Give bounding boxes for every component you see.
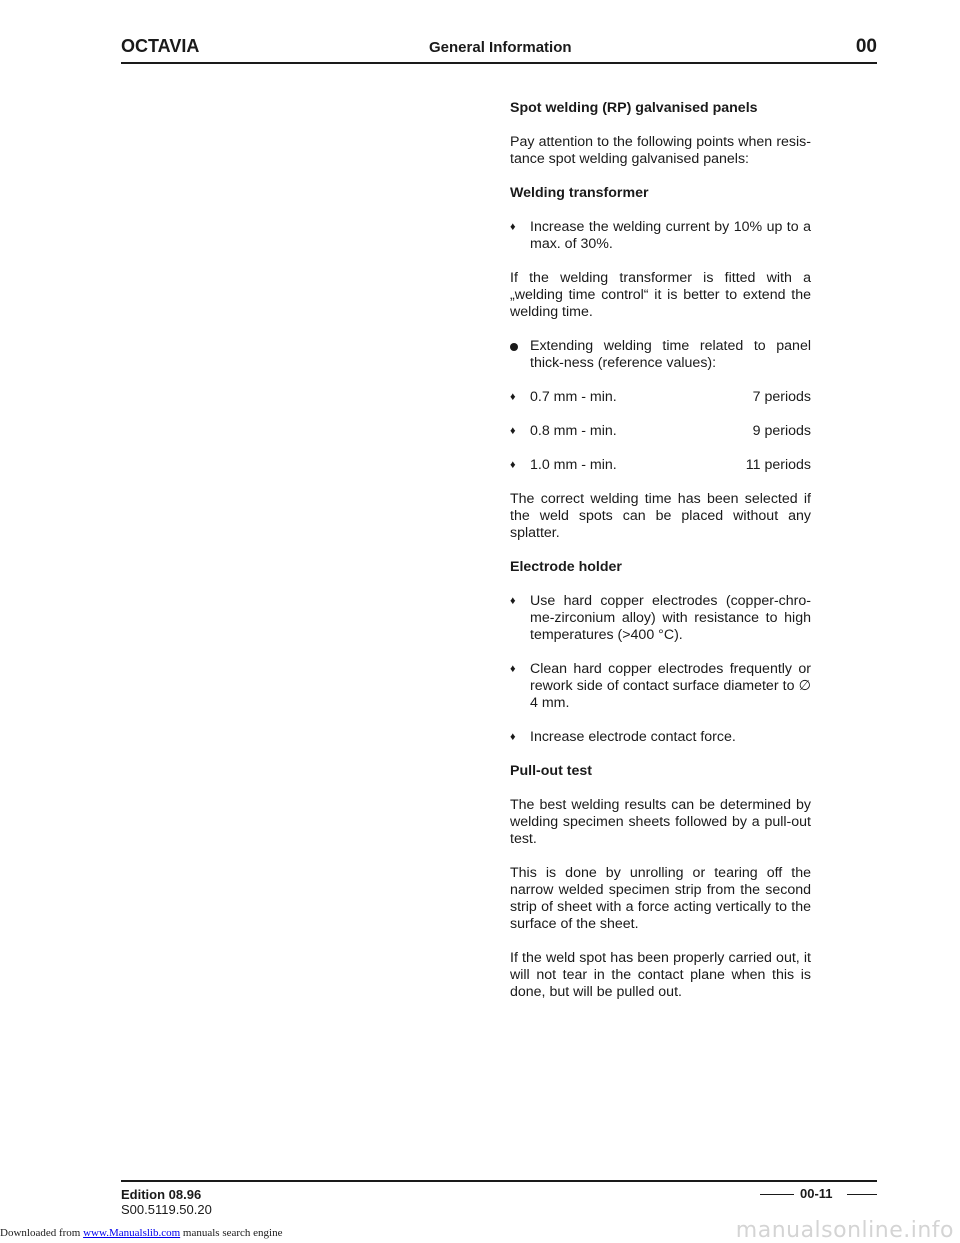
list-item xyxy=(510,661,811,712)
item-text: Increase the welding current by 10% up to a max. of 30%. xyxy=(530,219,811,252)
download-suffix: manuals search engine xyxy=(182,1227,283,1239)
page-number-rule-right xyxy=(847,1194,877,1195)
header-rule xyxy=(121,62,877,64)
diamond-bullet-icon: ♦ xyxy=(510,663,516,675)
manualslib-link[interactable]: www.Manualslib.com xyxy=(83,1227,181,1239)
periods-value: 11 periods xyxy=(745,457,811,473)
download-prefix: Downloaded from xyxy=(0,1227,81,1239)
page-number: 00-11 xyxy=(800,1186,833,1201)
reference-value-row xyxy=(510,423,811,440)
download-attribution xyxy=(0,1227,282,1239)
heading-electrode-holder: Electrode holder xyxy=(510,559,622,575)
periods-value: 9 periods xyxy=(752,423,811,439)
list-item xyxy=(510,593,811,644)
diamond-bullet-icon: ♦ xyxy=(510,731,516,743)
diamond-bullet-icon: ♦ xyxy=(510,425,516,437)
thickness-value: 0.8 mm - min. xyxy=(530,423,617,439)
diamond-bullet-icon: ♦ xyxy=(510,221,516,233)
model-name: OCTAVIA xyxy=(121,36,200,56)
page-number-block xyxy=(760,1186,877,1202)
time-control-note: If the welding transformer is fitted with a „welding time control“ it is better to extend the welding time. xyxy=(510,270,811,320)
diamond-bullet-icon: ♦ xyxy=(510,391,516,403)
page-number-rule-left xyxy=(760,1194,794,1195)
thickness-value: 0.7 mm - min. xyxy=(530,389,617,405)
section-title: General Information xyxy=(429,39,572,56)
reference-value-row xyxy=(510,389,811,406)
heading-pull-out-test: Pull-out test xyxy=(510,763,592,779)
list-item xyxy=(510,219,811,253)
correct-time-paragraph: The correct welding time has been selected if the weld spots can be placed without any splatter. xyxy=(510,491,811,541)
round-bullet-icon xyxy=(510,343,518,351)
footer-rule xyxy=(121,1180,877,1182)
watermark: manualsonline.info xyxy=(735,1218,954,1243)
diamond-bullet-icon: ♦ xyxy=(510,459,516,471)
item-text: Use hard copper electrodes (copper-chro-me-zirconium alloy) with resistance to high temperatures (>400 °C). xyxy=(530,593,811,643)
item-text: Increase electrode contact force. xyxy=(530,729,736,745)
heading-welding-transformer: Welding transformer xyxy=(510,185,649,201)
page-header xyxy=(121,36,877,62)
reference-value-row xyxy=(510,457,811,474)
item-text: Extending welding time related to panel thick-ness (reference values): xyxy=(530,338,811,371)
document-code: S00.5119.50.20 xyxy=(121,1202,212,1217)
heading-spot-welding: Spot welding (RP) galvanised panels xyxy=(510,100,758,116)
pullout-paragraph-2: This is done by unrolling or tearing off the narrow welded specimen strip from the second strip of sheet with a force acting vertically to the surface of the sheet. xyxy=(510,865,811,932)
pullout-paragraph-1: The best welding results can be determined by welding specimen sheets followed by a pull-out test. xyxy=(510,797,811,847)
item-text: Clean hard copper electrodes frequently or rework side of contact surface diameter to ∅ 4 mm. xyxy=(530,661,811,711)
main-content xyxy=(510,100,811,1018)
group-number: 00 xyxy=(855,36,877,57)
pullout-paragraph-3: If the weld spot has been properly carried out, it will not tear in the contact plane when this is done, but will be pulled out. xyxy=(510,950,811,1000)
periods-value: 7 periods xyxy=(752,389,811,405)
intro-paragraph: Pay attention to the following points when resis-tance spot welding galvanised panels: xyxy=(510,134,811,167)
thickness-value: 1.0 mm - min. xyxy=(530,457,617,473)
list-item xyxy=(510,729,811,746)
edition-label: Edition 08.96 xyxy=(121,1187,202,1202)
diamond-bullet-icon: ♦ xyxy=(510,595,516,607)
list-item xyxy=(510,338,811,372)
